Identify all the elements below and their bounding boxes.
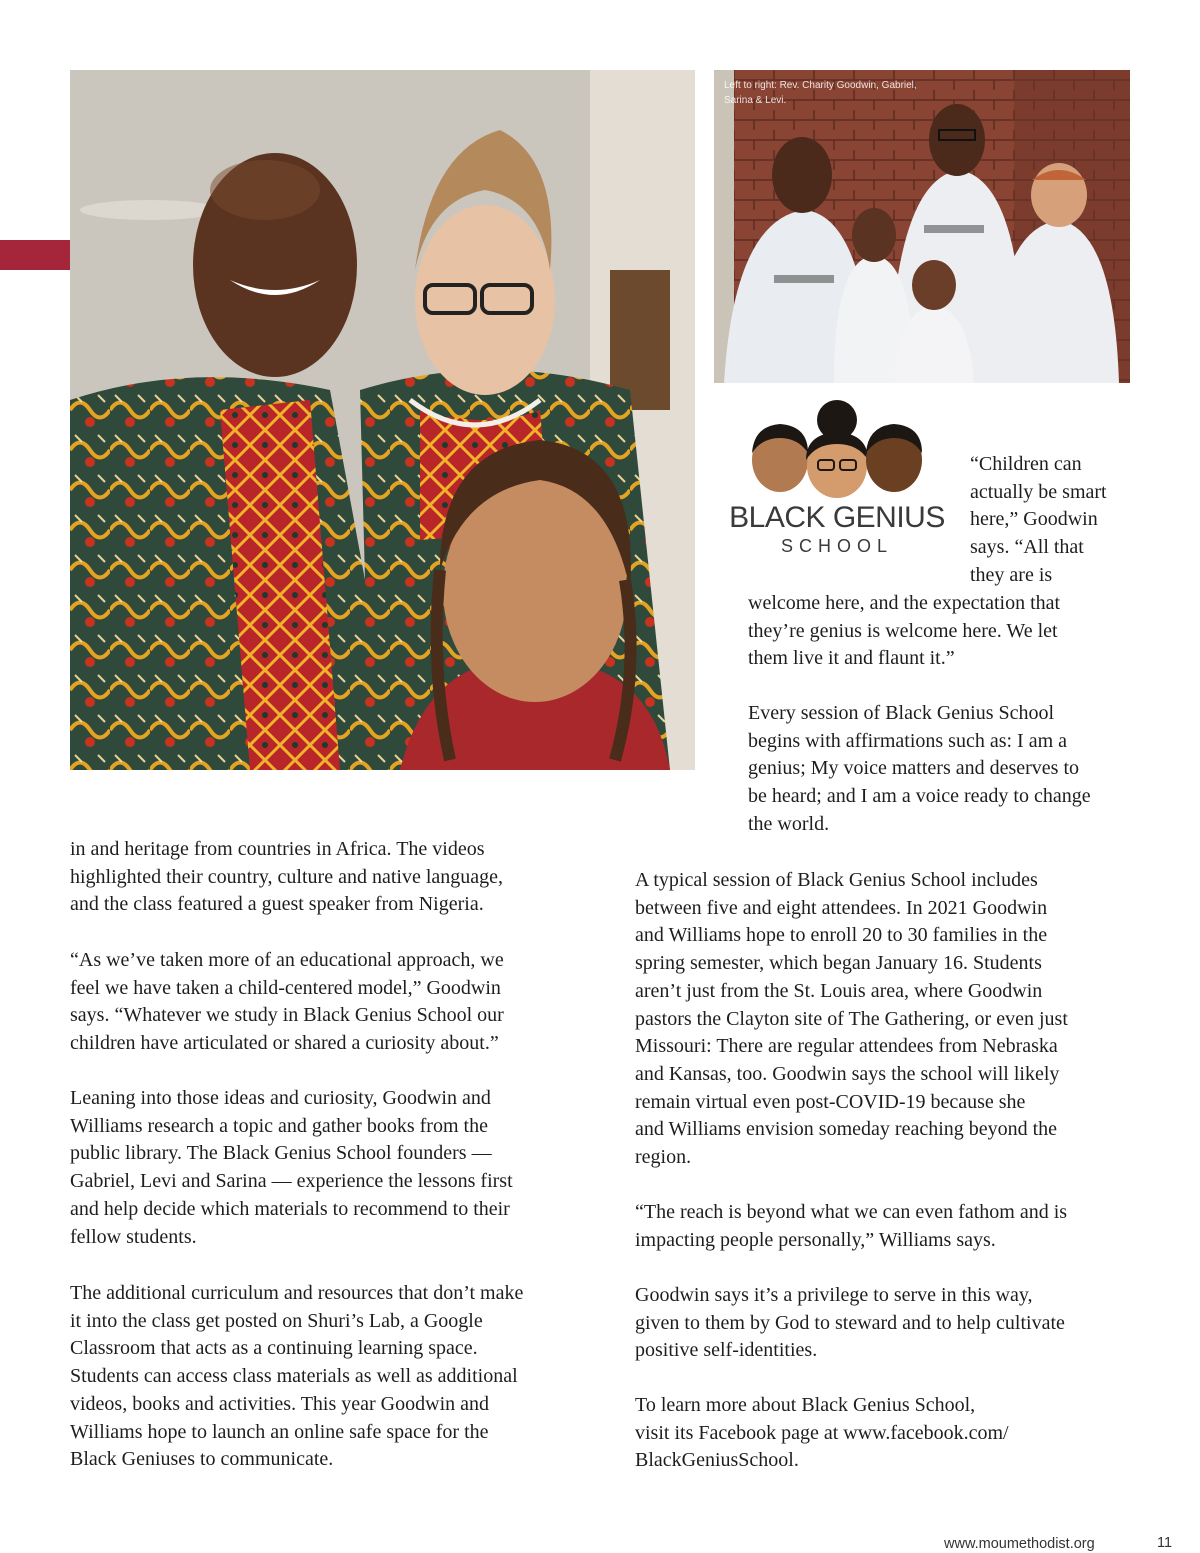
text-line: videos, books and activities. This year Goodwin and	[70, 1392, 490, 1415]
text-line: “The reach is beyond what we can even fathom and is	[635, 1201, 1068, 1223]
footer-url: www.moumethodist.org	[944, 1536, 1095, 1552]
text-line: remain virtual even post-COVID-19 because she	[635, 1090, 1026, 1113]
text-line: Students can access class materials as well as additional	[70, 1365, 518, 1388]
text-line: spring semester, which began January 16. Students	[635, 952, 1042, 975]
left-paragraph-1	[70, 836, 503, 919]
text-line: BlackGeniusSchool.	[635, 1449, 799, 1472]
photo-caption: Left to right: Rev. Charity Goodwin, Gabriel, Sarina & Levi.	[724, 80, 917, 106]
text-line: they’re genius is welcome here. We let	[748, 619, 1058, 642]
text-line: Williams hope to launch an online safe space for the	[70, 1420, 489, 1443]
right-paragraph-1	[635, 867, 1068, 1172]
quote-continuation	[748, 590, 1060, 673]
text-line: Gabriel, Levi and Sarina — experience the lessons first	[70, 1170, 513, 1193]
text-line: public library. The Black Genius School founders —	[70, 1142, 492, 1165]
text-line: “As we’ve taken more of an educational approach, we	[70, 949, 504, 971]
text-line: and Kansas, too. Goodwin says the school will likely	[635, 1062, 1060, 1085]
text-line: fellow students.	[70, 1225, 197, 1248]
text-line: and the class featured a guest speaker from Nigeria.	[70, 893, 484, 916]
right-paragraph-3	[635, 1282, 1065, 1365]
text-line: welcome here, and the expectation that	[748, 592, 1061, 614]
text-line: region.	[635, 1146, 692, 1169]
text-line: positive self-identities.	[635, 1339, 818, 1362]
text-line: begins with affirmations such as: I am a	[748, 729, 1068, 752]
text-line: and Williams envision someday reaching beyond the	[635, 1118, 1058, 1141]
left-paragraph-2	[70, 947, 504, 1058]
text-line: A typical session of Black Genius School includes	[635, 869, 1038, 891]
quote-wrap	[970, 451, 1107, 590]
family-photo-illustration	[70, 70, 695, 770]
text-line: Williams research a topic and gather books from the	[70, 1114, 488, 1137]
text-line: genius; My voice matters and deserves to	[748, 757, 1080, 780]
text-line: they are is	[970, 563, 1053, 586]
black-genius-school-logo	[714, 398, 960, 568]
text-line: given to them by God to steward and to help cultivate	[635, 1311, 1065, 1334]
group-photo	[714, 70, 1130, 383]
right-paragraph-2	[635, 1199, 1067, 1254]
text-line: “Children can	[970, 453, 1082, 475]
text-line: To learn more about Black Genius School,	[635, 1394, 976, 1416]
logo-line1: BLACK GENIUS	[729, 501, 945, 534]
text-line: Black Geniuses to communicate.	[70, 1448, 334, 1471]
text-line: Goodwin says it’s a privilege to serve in this way,	[635, 1284, 1033, 1306]
text-line: and Williams hope to enroll 20 to 30 families in the	[635, 924, 1048, 947]
text-line: impacting people personally,” Williams says.	[635, 1228, 996, 1251]
left-paragraph-4	[70, 1280, 523, 1474]
text-line: visit its Facebook page at www.facebook.com/	[635, 1421, 1009, 1444]
text-line: says. “All that	[970, 536, 1084, 559]
page-number: 11	[1157, 1535, 1173, 1551]
text-line: actually be smart	[970, 480, 1107, 503]
logo-line2: SCHOOL	[780, 536, 894, 556]
accent-bar	[0, 240, 70, 270]
text-line: here,” Goodwin	[970, 508, 1098, 531]
text-line: and help decide which materials to recommend to their	[70, 1197, 510, 1220]
text-line: them live it and flaunt it.”	[748, 647, 955, 670]
text-line: says. “Whatever we study in Black Genius School our	[70, 1004, 504, 1027]
text-line: The additional curriculum and resources that don’t make	[70, 1282, 524, 1304]
affirmations-paragraph	[748, 700, 1091, 839]
logo-faces-icon	[740, 398, 934, 498]
text-line: feel we have taken a child-centered model,” Goodwin	[70, 976, 501, 999]
text-line: highlighted their country, culture and native language,	[70, 865, 504, 888]
text-line: Classroom that acts as a continuing learning space.	[70, 1337, 478, 1360]
right-paragraph-4	[635, 1392, 1009, 1475]
text-line: children have articulated or shared a curiosity about.”	[70, 1032, 499, 1055]
text-line: Every session of Black Genius School	[748, 702, 1055, 724]
text-line: between five and eight attendees. In 2021 Goodwin	[635, 896, 1048, 919]
text-line: aren’t just from the St. Louis area, where Goodwin	[635, 979, 1043, 1002]
text-line: be heard; and I am a voice ready to change	[748, 785, 1091, 808]
text-line: the world.	[748, 812, 830, 835]
family-photo	[70, 70, 695, 770]
text-line: Leaning into those ideas and curiosity, Goodwin and	[70, 1087, 491, 1109]
group-photo-illustration	[714, 70, 1130, 383]
text-line: pastors the Clayton site of The Gathering, or even just	[635, 1007, 1068, 1030]
text-line: it into the class get posted on Shuri’s Lab, a Google	[70, 1309, 483, 1332]
left-paragraph-3	[70, 1085, 513, 1251]
text-line: in and heritage from countries in Africa. The videos	[70, 838, 485, 860]
text-line: Missouri: There are regular attendees from Nebraska	[635, 1035, 1058, 1058]
